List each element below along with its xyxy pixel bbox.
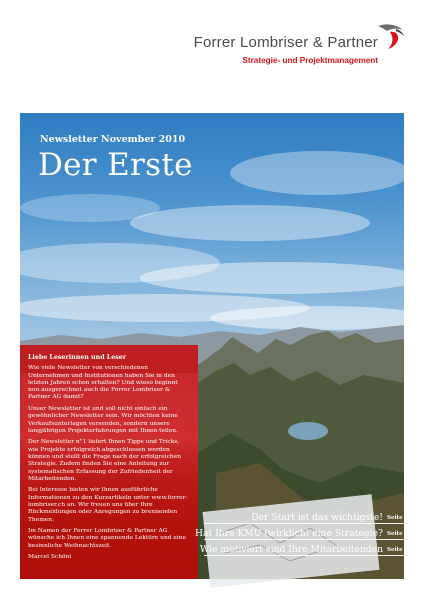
table-of-contents [195,508,409,556]
newsletter-title: Der Erste [38,147,193,183]
intro-paragraph: Wie viele Newsletter von verschiedenen Unternehmen und Institutionen haben Sie in den letzten Jahren schon erhalten? Und wieso beginnt nun ausgerechnet auch die Forrer Lombriser & Partner AG damit? [28,365,178,401]
cover-photo [20,113,409,579]
intro-paragraph: Unser Newsletter ist und soll nicht einfach ein gewöhnlicher Newsletter sein. Wir möchten keine Verkaufsunterlagen versenden, sondern unsere langjährigen Projekterfahrungen mit Ihnen teilen. [28,405,178,434]
company-name: Forrer Lombriser & Partner [193,34,378,51]
toc-item[interactable] [204,508,409,524]
toc-item-title: Der Start ist das wichtigste! [251,512,383,523]
intro-greeting: Liebe Leserinnen und Leser [28,354,127,361]
company-tagline: Strategie- und Projektmanagement [242,56,378,65]
toc-item[interactable] [199,540,409,556]
page-header [0,0,424,112]
toc-item-page: Seite 3 [387,531,409,537]
intro-paragraph: Der Newsletter n°1 liefert Ihnen Tipps und Tricks, wie Projekte erfolgreich abgeschlossen werden können und stellt die Frage nach der erfolgreichen Strategie. Zudem finden Sie eine Anleitung zur systematischen Erfassung der Zufriedenheit der Mitarbeitenden. [28,439,181,482]
bird-swoosh-logo-icon [376,22,406,50]
toc-item[interactable] [195,524,409,540]
intro-letter [20,345,198,579]
intro-signature: Marcel Schöni [28,554,72,561]
toc-item-title: Wie motiviert sind Ihre Mitarbeitenden [199,544,383,555]
toc-item-page: Seite 4 [387,547,409,553]
toc-item-page: Seite 2 [387,515,409,521]
newsletter-date: Newsletter November 2010 [40,134,186,145]
intro-paragraph: Im Namen der Forrer Lombriser & Partner AG wünsche ich Ihnen eine spannende Lektüre und eine besinnliche Weihnachtszeit. [28,527,187,549]
intro-paragraph: Bei Interesse bieten wir Ihnen ausführliche Informationen zu den Kurzartikeln unter www.forrer-lombriser.ch an. Wir freuen uns über Ihre Rückmeldungen oder Anregungen zu brennenden Themen. [28,487,188,523]
toc-item-title: Hat Ihre KMU (wirklich) eine Strategie? [195,528,383,539]
